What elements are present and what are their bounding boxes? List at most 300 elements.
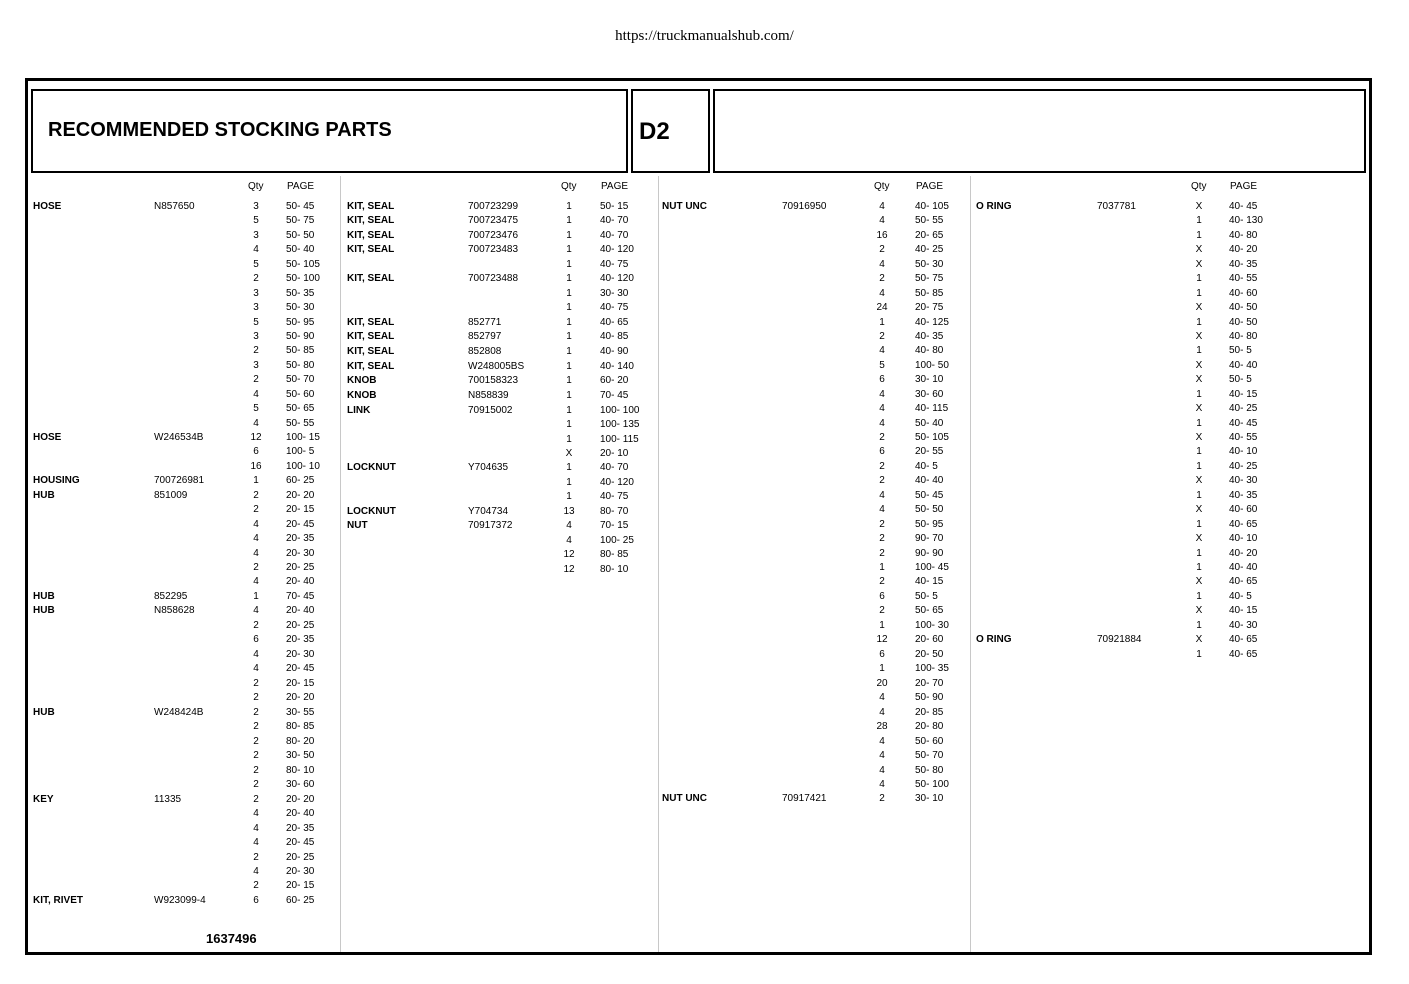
part-number: 700723299 [468,201,519,212]
part-qty: 2 [879,432,885,443]
part-page-ref: 50- 105 [286,259,320,270]
part-name: KEY [33,794,54,805]
part-number: 70917421 [782,793,827,804]
part-page-ref: 20- 70 [915,678,944,689]
part-page-ref: 50- 45 [286,201,315,212]
part-page-ref: 100- 50 [915,360,949,371]
part-page-ref: 50- 5 [1229,374,1252,385]
part-number: N858839 [468,390,509,401]
part-page-ref: 70- 15 [600,520,629,531]
part-qty: 1 [1196,317,1202,328]
part-qty: 2 [879,461,885,472]
part-qty: X [1195,374,1203,385]
part-name: KIT, SEAL [347,273,395,284]
part-name: HOUSING [33,475,80,486]
part-qty: 4 [253,663,259,674]
part-name: KIT, SEAL [347,346,395,357]
part-name: O RING [976,201,1012,212]
part-number: 851009 [154,490,188,501]
part-qty: 12 [876,634,888,645]
part-name: KIT, SEAL [347,361,395,372]
part-qty: 16 [250,461,262,472]
part-number: N858628 [154,605,195,616]
part-page-ref: 50- 70 [915,750,944,761]
part-page-ref: 50- 95 [286,317,315,328]
part-qty: 1 [1196,273,1202,284]
part-page-ref: 20- 15 [286,504,315,515]
qty-header: Qty [874,181,890,192]
part-page-ref: 40- 10 [1229,446,1258,457]
part-qty: X [1195,533,1203,544]
part-qty: 6 [253,895,259,906]
part-qty: 4 [879,215,885,226]
part-page-ref: 50- 55 [915,215,944,226]
part-name: HUB [33,707,55,718]
part-number: Y704635 [468,462,509,473]
part-name: KIT, SEAL [347,201,395,212]
part-page-ref: 40- 15 [1229,605,1258,616]
part-page-ref: 60- 25 [286,895,315,906]
part-qty: 6 [879,446,885,457]
part-qty: 4 [253,605,259,616]
part-qty: 1 [1196,418,1202,429]
section-code-box [631,89,710,173]
part-qty: X [1195,432,1203,443]
part-number: 11335 [154,794,182,805]
part-number: 700158323 [468,375,519,386]
part-page-ref: 70- 45 [600,390,629,401]
part-page-ref: 50- 65 [915,605,944,616]
part-qty: 1 [566,434,572,445]
part-qty: 1 [566,288,572,299]
part-qty: 1 [566,273,572,284]
part-page-ref: 80- 85 [600,549,629,560]
part-page-ref: 50- 100 [915,779,949,790]
part-page-ref: 70- 45 [286,591,315,602]
part-page-ref: 20- 10 [600,448,629,459]
part-qty: 1 [566,390,572,401]
part-page-ref: 100- 100 [600,405,640,416]
part-page-ref: 50- 60 [286,389,315,400]
part-page-ref: 40- 120 [600,477,634,488]
part-page-ref: 40- 65 [1229,576,1258,587]
part-page-ref: 50- 5 [1229,345,1252,356]
part-qty: 5 [253,215,259,226]
part-qty: 4 [879,504,885,515]
part-page-ref: 40- 30 [1229,620,1258,631]
part-page-ref: 20- 20 [286,794,315,805]
part-qty: 4 [253,244,259,255]
part-page-ref: 20- 65 [915,230,944,241]
part-page-ref: 50- 105 [915,432,949,443]
part-page-ref: 40- 60 [1229,504,1258,515]
part-page-ref: 50- 75 [915,273,944,284]
part-number: N857650 [154,201,195,212]
part-page-ref: 30- 50 [286,750,315,761]
part-page-ref: 40- 45 [1229,418,1258,429]
part-name: NUT UNC [662,201,707,212]
part-qty: 6 [253,634,259,645]
part-number: 70921884 [1097,634,1142,645]
part-page-ref: 50- 90 [286,331,315,342]
part-page-ref: 40- 15 [915,576,944,587]
part-name: KIT, SEAL [347,230,395,241]
part-qty: 12 [563,564,575,575]
part-qty: 3 [253,201,259,212]
part-page-ref: 50- 60 [915,736,944,747]
part-qty: 1 [1196,230,1202,241]
part-page-ref: 40- 20 [1229,244,1258,255]
part-qty: 4 [253,548,259,559]
part-qty: 4 [253,837,259,848]
part-qty: 1 [566,375,572,386]
part-qty: 1 [1196,548,1202,559]
part-page-ref: 90- 90 [915,548,944,559]
part-qty: 1 [1196,620,1202,631]
part-qty: 1 [566,331,572,342]
part-page-ref: 20- 30 [286,649,315,660]
part-qty: 1 [566,477,572,488]
part-qty: 2 [879,273,885,284]
part-page-ref: 60- 20 [600,375,629,386]
part-number: 700723488 [468,273,519,284]
part-qty: 4 [879,418,885,429]
part-qty: 1 [566,215,572,226]
part-page-ref: 40- 35 [1229,259,1258,270]
part-qty: 2 [253,692,259,703]
part-qty: 5 [253,259,259,270]
part-name: LINK [347,405,371,416]
part-qty: 1 [879,620,885,631]
part-qty: X [1195,475,1203,486]
part-name: KIT, SEAL [347,331,395,342]
part-number: 852808 [468,346,502,357]
part-name: KNOB [347,375,377,386]
part-page-ref: 40- 25 [1229,403,1258,414]
part-qty: X [1195,360,1203,371]
part-qty: X [1195,302,1203,313]
part-page-ref: 50- 100 [286,273,320,284]
part-qty: 1 [1196,288,1202,299]
part-page-ref: 40- 10 [1229,533,1258,544]
part-page-ref: 40- 120 [600,244,634,255]
part-page-ref: 20- 45 [286,663,315,674]
part-page-ref: 20- 35 [286,634,315,645]
part-qty: 1 [566,361,572,372]
part-page-ref: 40- 35 [1229,490,1258,501]
part-page-ref: 20- 85 [915,707,944,718]
part-qty: 2 [253,345,259,356]
part-qty: 12 [563,549,575,560]
part-page-ref: 40- 70 [600,230,629,241]
part-page-ref: 40- 55 [1229,432,1258,443]
part-qty: 5 [253,317,259,328]
part-page-ref: 30- 60 [915,389,944,400]
part-page-ref: 40- 65 [1229,519,1258,530]
part-page-ref: 40- 125 [915,317,949,328]
part-page-ref: 20- 25 [286,852,315,863]
part-qty: 2 [879,793,885,804]
part-number: 7037781 [1097,201,1136,212]
part-qty: 16 [876,230,888,241]
part-qty: 4 [566,535,572,546]
part-qty: 2 [253,750,259,761]
part-qty: 13 [563,506,575,517]
part-page-ref: 40- 80 [1229,331,1258,342]
part-page-ref: 30- 55 [286,707,315,718]
part-qty: 2 [253,852,259,863]
part-page-ref: 40- 115 [915,403,949,414]
part-page-ref: 30- 30 [600,288,629,299]
part-page-ref: 40- 65 [600,317,629,328]
part-page-ref: 20- 55 [915,446,944,457]
part-qty: 5 [879,360,885,371]
part-page-ref: 100- 115 [600,434,639,445]
part-page-ref: 40- 25 [915,244,944,255]
part-page-ref: 20- 15 [286,880,315,891]
part-name: KIT, SEAL [347,244,395,255]
part-qty: 4 [879,707,885,718]
part-qty: 1 [566,419,572,430]
part-qty: 2 [253,736,259,747]
part-page-ref: 40- 65 [1229,634,1258,645]
part-qty: 4 [253,866,259,877]
part-page-ref: 50- 95 [915,519,944,530]
part-qty: 4 [879,403,885,414]
part-name: HUB [33,490,55,501]
part-qty: 1 [566,462,572,473]
part-page-ref: 20- 40 [286,576,315,587]
part-qty: X [1195,244,1203,255]
part-page-ref: 40- 70 [600,215,629,226]
part-qty: 1 [566,259,572,270]
part-qty: 4 [879,201,885,212]
qty-header: Qty [248,181,264,192]
part-name: HUB [33,591,55,602]
part-qty: 1 [1196,345,1202,356]
part-page-ref: 40- 5 [1229,591,1252,602]
part-qty: 1 [879,562,885,573]
part-page-ref: 20- 35 [286,823,315,834]
part-qty: 2 [879,331,885,342]
part-page-ref: 20- 20 [286,692,315,703]
part-qty: X [1195,504,1203,515]
part-page-ref: 50- 5 [915,591,938,602]
part-page-ref: 40- 45 [1229,201,1258,212]
part-page-ref: 20- 50 [915,649,944,660]
part-name: KIT, SEAL [347,215,395,226]
part-name: HOSE [33,201,62,212]
part-qty: 2 [879,548,885,559]
part-page-ref: 40- 85 [600,331,629,342]
part-page-ref: 50- 40 [915,418,944,429]
column-divider [970,176,971,952]
part-number: 70915002 [468,405,513,416]
part-page-ref: 50- 15 [600,201,629,212]
part-qty: 6 [879,374,885,385]
source-url: https://truckmanualshub.com/ [615,28,794,44]
part-page-ref: 30- 60 [286,779,315,790]
part-qty: 2 [253,721,259,732]
part-page-ref: 50- 50 [915,504,944,515]
part-number: W248424B [154,707,204,718]
part-qty: 1 [1196,519,1202,530]
part-qty: 1 [566,201,572,212]
part-page-ref: 100- 10 [286,461,320,472]
part-qty: 2 [253,707,259,718]
title-box [31,89,628,173]
part-qty: 24 [876,302,888,313]
part-page-ref: 50- 85 [286,345,315,356]
part-page-ref: 90- 70 [915,533,944,544]
part-qty: 4 [879,750,885,761]
footer-code: 1637496 [206,931,257,946]
part-page-ref: 80- 85 [286,721,315,732]
part-qty: 4 [879,692,885,703]
part-page-ref: 80- 10 [600,564,629,575]
part-qty: 2 [253,490,259,501]
part-page-ref: 20- 25 [286,562,315,573]
part-qty: 2 [879,533,885,544]
part-number: 70917372 [468,520,513,531]
part-page-ref: 20- 45 [286,519,315,530]
part-qty: 4 [879,288,885,299]
part-qty: 1 [253,475,259,486]
part-page-ref: 40- 75 [600,491,629,502]
part-qty: 1 [566,230,572,241]
part-qty: 2 [879,576,885,587]
part-name: LOCKNUT [347,462,396,473]
part-page-ref: 20- 40 [286,605,315,616]
part-qty: 6 [879,591,885,602]
part-number: 700726981 [154,475,205,486]
part-page-ref: 100- 45 [915,562,949,573]
part-qty: X [1195,634,1203,645]
part-qty: X [1195,605,1203,616]
part-page-ref: 50- 50 [286,230,315,241]
part-page-ref: 100- 15 [286,432,320,443]
part-page-ref: 50- 35 [286,288,315,299]
part-page-ref: 40- 75 [600,259,629,270]
blank-header-box [713,89,1366,173]
part-qty: 1 [1196,215,1202,226]
part-qty: 2 [253,620,259,631]
part-name: KIT, RIVET [33,895,84,906]
page-header: PAGE [916,181,944,192]
part-number: 852771 [468,317,502,328]
part-qty: 6 [879,649,885,660]
part-qty: X [1195,259,1203,270]
part-page-ref: 50- 80 [286,360,315,371]
part-number: W923099-4 [154,895,206,906]
part-page-ref: 50- 30 [286,302,315,313]
part-name: O RING [976,634,1012,645]
page-header: PAGE [601,181,629,192]
part-qty: 6 [253,446,259,457]
part-page-ref: 50- 90 [915,692,944,703]
part-page-ref: 40- 15 [1229,389,1258,400]
column-divider [340,176,341,952]
part-page-ref: 40- 40 [1229,360,1258,371]
part-number: 70916950 [782,201,827,212]
part-number: 852295 [154,591,188,602]
part-qty: 3 [253,331,259,342]
part-page-ref: 40- 70 [600,462,629,473]
part-qty: 1 [1196,490,1202,501]
part-qty: 4 [253,808,259,819]
part-page-ref: 30- 10 [915,793,944,804]
part-qty: 1 [566,302,572,313]
part-qty: 1 [566,405,572,416]
part-qty: 2 [253,678,259,689]
part-qty: 2 [253,880,259,891]
part-page-ref: 40- 90 [600,346,629,357]
part-qty: 2 [253,562,259,573]
part-page-ref: 40- 25 [1229,461,1258,472]
part-page-ref: 20- 30 [286,866,315,877]
part-qty: 3 [253,302,259,313]
part-qty: X [1195,403,1203,414]
part-qty: 4 [253,519,259,530]
part-page-ref: 50- 75 [286,215,315,226]
part-qty: 2 [879,475,885,486]
part-number: W248005BS [468,361,525,372]
part-qty: 2 [253,779,259,790]
part-qty: 2 [253,794,259,805]
column-divider [658,176,659,952]
part-page-ref: 80- 70 [600,506,629,517]
part-qty: 4 [879,736,885,747]
part-page-ref: 40- 120 [600,273,634,284]
part-page-ref: 50- 30 [915,259,944,270]
part-qty: 4 [253,576,259,587]
part-page-ref: 40- 35 [915,331,944,342]
part-qty: 1 [879,663,885,674]
part-page-ref: 40- 5 [915,461,938,472]
part-qty: 28 [876,721,888,732]
part-qty: 4 [253,649,259,660]
part-page-ref: 50- 45 [915,490,944,501]
part-page-ref: 100- 30 [915,620,949,631]
part-qty: 1 [1196,389,1202,400]
part-qty: 1 [566,346,572,357]
part-qty: 1 [566,244,572,255]
part-qty: X [1195,201,1203,212]
part-qty: 1 [566,491,572,502]
part-page-ref: 20- 80 [915,721,944,732]
part-page-ref: 20- 20 [286,490,315,501]
part-page-ref: 40- 30 [1229,475,1258,486]
part-page-ref: 40- 60 [1229,288,1258,299]
part-qty: 4 [253,389,259,400]
part-page-ref: 40- 50 [1229,317,1258,328]
part-qty: 4 [253,533,259,544]
qty-header: Qty [561,181,577,192]
part-page-ref: 40- 40 [915,475,944,486]
page-title: RECOMMENDED STOCKING PARTS [48,119,392,141]
part-page-ref: 50- 65 [286,403,315,414]
part-page-ref: 80- 20 [286,736,315,747]
page-header: PAGE [287,181,315,192]
part-qty: 1 [1196,591,1202,602]
part-qty: 1 [1196,649,1202,660]
part-qty: 2 [879,244,885,255]
part-page-ref: 40- 80 [1229,230,1258,241]
qty-header: Qty [1191,181,1207,192]
part-number: 852797 [468,331,502,342]
part-page-ref: 20- 30 [286,548,315,559]
part-page-ref: 50- 55 [286,418,315,429]
